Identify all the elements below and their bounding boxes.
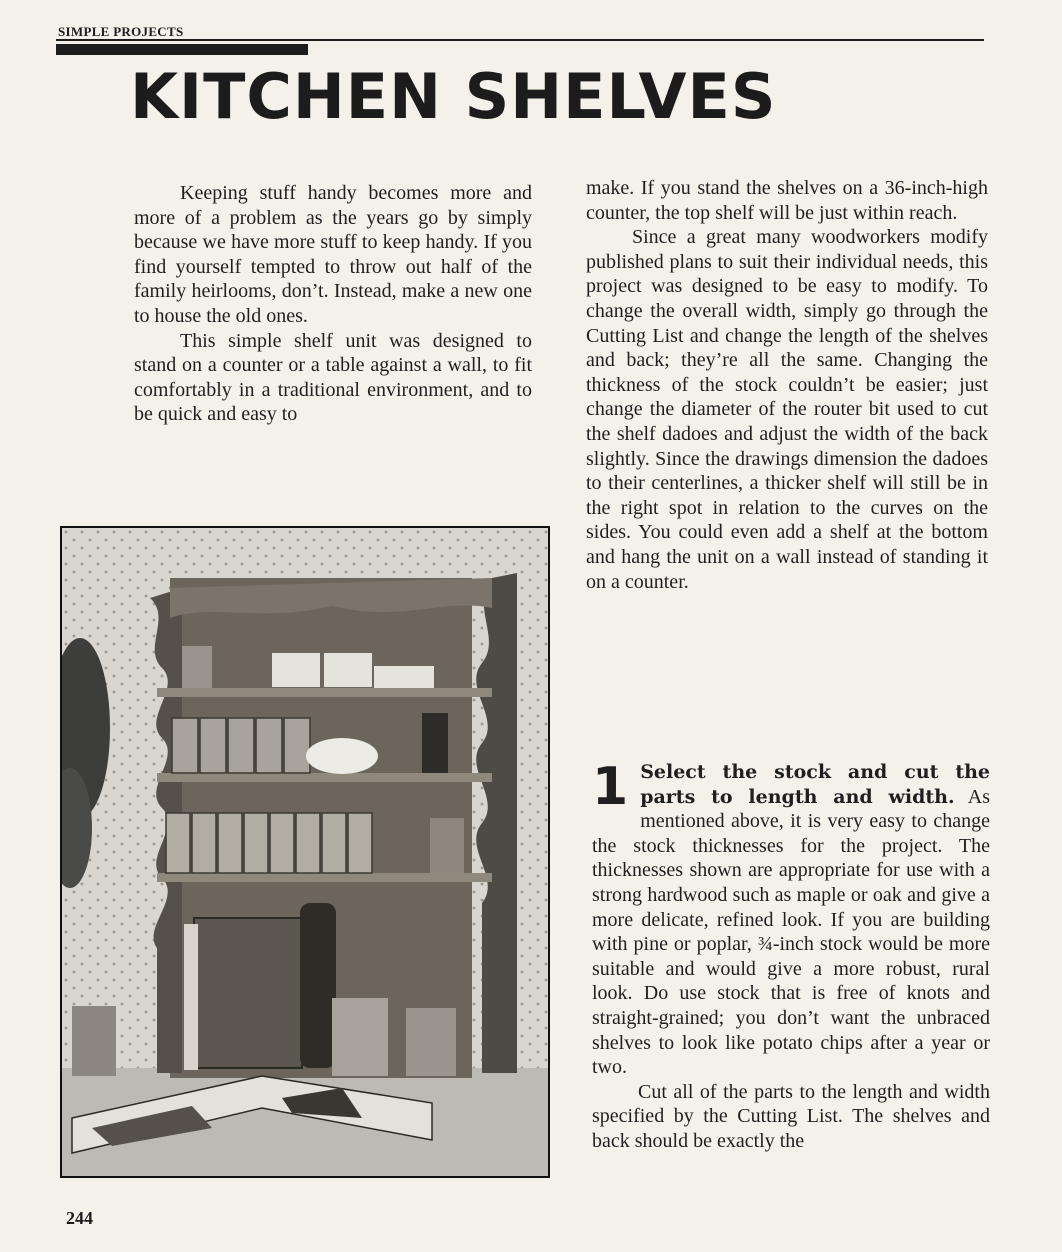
step-1: [592, 757, 990, 1154]
intro-paragraph-2: This simple shelf unit was designed to stand on a counter or a table against a wall, to fit comfortably in a traditional environment, and to be quick and easy to: [134, 329, 532, 426]
right-paragraph-2: Since a great many woodworkers modify published plans to suit their individual needs, this project was designed to be easy to modify. To change the overall width, simply go through the Cutting List and change the length of the shelves and back; they’re all the same. Changing the thickness of the stock couldn’t be easier; just change the diameter of the router bit used to cut the shelf dadoes and adjust the width of the back slightly. Since the drawings dimension the dadoes to their centerlines, a thicker shelf will still be in the right spot in relation to the curves on the sides. You could even add a shelf at the bottom and hang the unit on a wall instead of standing it on a counter.: [586, 226, 988, 593]
intro-column: [134, 181, 532, 427]
intro-paragraph-1: Keeping stuff handy becomes more and more of a problem as the years go by simply because we have more stuff to keep handy. If you find yourself tempted to throw out half of the family heirlooms, don’t. Instead, make a new one to house the old ones.: [134, 182, 532, 327]
step-paragraph-2: Cut all of the parts to the length and width specified by the Cutting List. The shelves and back should be exactly the: [592, 1080, 990, 1152]
kitchen-shelves-photo-icon: [60, 526, 550, 1178]
right-column: [586, 176, 988, 594]
step-heading: Select the stock and cut the parts to length and width.: [640, 761, 990, 808]
photo-illustration: [62, 528, 548, 1176]
right-paragraph-1: make. If you stand the shelves on a 36-inch-high counter, the top shelf will be just within reach.: [586, 177, 988, 224]
step-number: 1: [592, 757, 629, 817]
page-number: 244: [66, 1208, 93, 1228]
header-rule-bar: [56, 44, 308, 55]
header-rule: [56, 39, 984, 41]
page-title: KITCHEN SHELVES: [130, 60, 777, 133]
section-label: SIMPLE PROJECTS: [58, 24, 184, 39]
step-paragraph-1: As mentioned above, it is very easy to change the stock thicknesses for the project. The thicknesses shown are appropriate for use with a strong hardwood such as maple or oak and give a more delicate, refined look. If you are building with pine or poplar, ¾-inch stock would be more suitable and would give a more robust, rural look. Do use stock that is free of knots and straight-grained; you don’t want the unbraced shelves to look like potato chips after a year or two.: [592, 785, 990, 1079]
